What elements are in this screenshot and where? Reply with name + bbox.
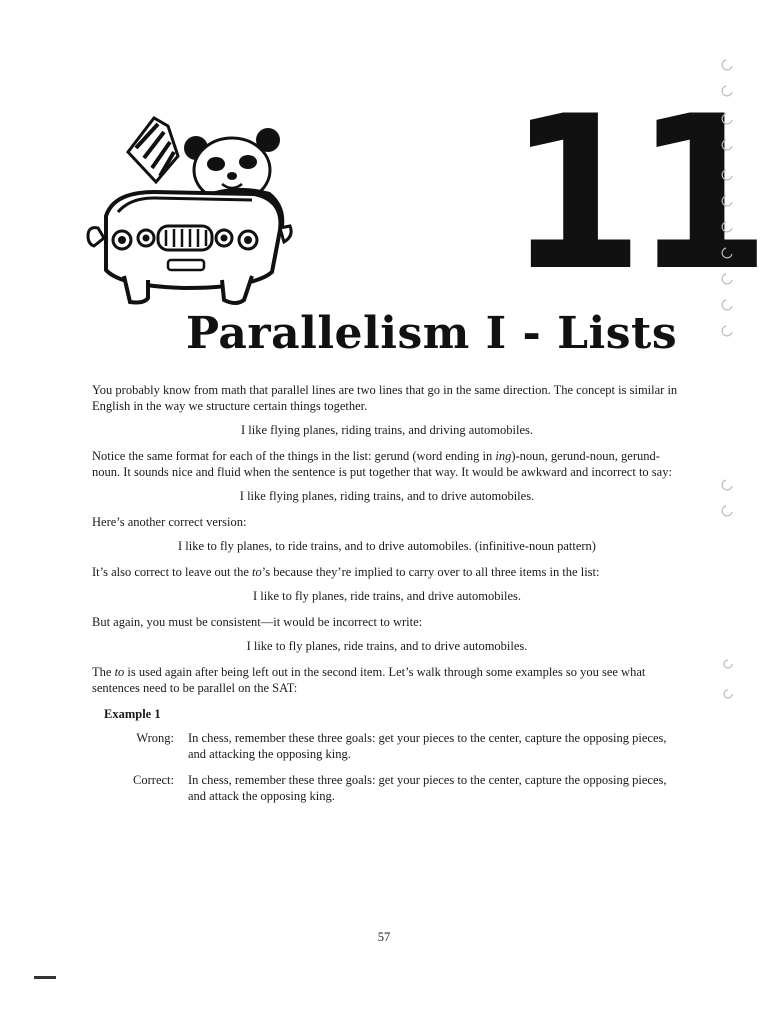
- example-sentence: I like flying planes, riding trains, and to drive automobiles.: [239, 489, 535, 503]
- panda-car-illustration: [84, 112, 294, 308]
- intro-paragraph: You probably know from math that parallel lines are two lines that go in the same direction. The concept is similar in English in the way we structure certain things together.: [92, 383, 678, 413]
- wrong-example: [92, 730, 682, 762]
- chapter-title: Parallelism I - Lists: [186, 308, 678, 359]
- example-sentence: I like flying planes, riding trains, and driving automobiles.: [241, 423, 533, 437]
- paragraph: The to is used again after being left out in the second item. Let’s walk through some examples so you see what sentences need to be parallel on the SAT:: [92, 665, 646, 695]
- explanation-paragraph: Notice the same format for each of the things in the list: gerund (word ending in ing)-noun, gerund-noun, gerund-noun. It sounds nice and fluid when the sentence is put together that way. It would be awkward and incorrect to say:: [92, 449, 672, 479]
- binding-holes: [712, 30, 742, 990]
- wrong-label: Wrong:: [136, 731, 174, 745]
- page-number: 57: [377, 930, 391, 944]
- correct-label: Correct:: [133, 773, 174, 787]
- correct-text: In chess, remember these three goals: get your pieces to the center, capture the opposing pieces, and attack the opposing king.: [188, 773, 667, 803]
- chapter-body: [92, 382, 682, 814]
- paragraph: Here’s another correct version:: [92, 515, 247, 529]
- wrong-text: In chess, remember these three goals: get your pieces to the center, capture the opposing pieces, and attacking the opposing king.: [188, 731, 667, 761]
- scan-mark: [34, 976, 56, 979]
- chapter-number: 11: [508, 70, 762, 317]
- example-sentence: I like to fly planes, ride trains, and drive automobiles.: [253, 589, 521, 603]
- example-sentence: I like to fly planes, to ride trains, and to drive automobiles. (infinitive-noun pattern): [178, 539, 596, 553]
- example-sentence: I like to fly planes, ride trains, and to drive automobiles.: [246, 639, 528, 653]
- correct-example: [92, 772, 682, 804]
- example-label: Example 1: [104, 707, 161, 721]
- paragraph: It’s also correct to leave out the to’s because they’re implied to carry over to all three items in the list:: [92, 565, 600, 579]
- paragraph: But again, you must be consistent—it would be incorrect to write:: [92, 615, 423, 629]
